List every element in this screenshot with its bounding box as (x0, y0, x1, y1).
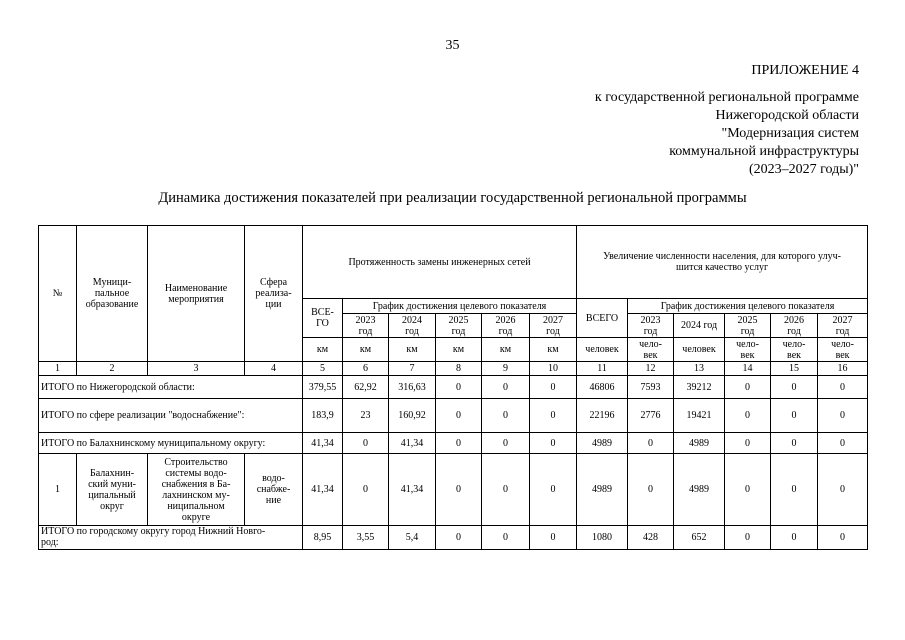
detail-sphere: водо- снабже- ние (245, 454, 303, 526)
value-cell: 0 (436, 433, 482, 454)
value-cell: 0 (482, 376, 530, 399)
detail-municipality: Балахнин- ский муни- ципальный округ (77, 454, 148, 526)
value-cell: 0 (725, 526, 771, 550)
table-row (39, 454, 868, 526)
column-number: 8 (436, 362, 482, 376)
value-cell: 0 (725, 376, 771, 399)
detail-activity: Строительство системы водо- снабжения в Ба- лахнинском му- ниципальном округе (148, 454, 245, 526)
value-cell: 41,34 (303, 454, 343, 526)
table-row (39, 362, 868, 376)
value-cell: 0 (771, 433, 818, 454)
value-cell: 0 (628, 454, 674, 526)
value-cell: 0 (530, 526, 577, 550)
header-activity: Наименование мероприятия (148, 226, 245, 362)
header-year-people: 2027 год (818, 314, 868, 338)
column-number: 1 (39, 362, 77, 376)
value-cell: 4989 (674, 454, 725, 526)
value-cell: 39212 (674, 376, 725, 399)
value-cell: 379,55 (303, 376, 343, 399)
value-cell: 0 (771, 399, 818, 433)
column-number: 10 (530, 362, 577, 376)
column-number: 16 (818, 362, 868, 376)
table-row (39, 433, 868, 454)
value-cell: 3,55 (343, 526, 389, 550)
header-sphere: Сфера реализа- ции (245, 226, 303, 362)
value-cell: 46806 (577, 376, 628, 399)
appendix-line: "Модернизация систем (721, 126, 859, 141)
appendix-line: Нижегородской области (715, 108, 859, 123)
header-total-people: ВСЕГО (577, 299, 628, 338)
header-unit-people: чело- век (818, 338, 868, 362)
header-unit-km: км (303, 338, 343, 362)
value-cell: 0 (482, 526, 530, 550)
value-cell: 0 (436, 399, 482, 433)
header-year-km: 2024 год (389, 314, 436, 338)
column-number: 9 (482, 362, 530, 376)
header-year-people: 2024 год (674, 314, 725, 338)
header-year-km: 2027 год (530, 314, 577, 338)
value-cell: 0 (818, 433, 868, 454)
value-cell: 0 (482, 399, 530, 433)
column-number: 12 (628, 362, 674, 376)
summary-label: ИТОГО по Балахнинскому муниципальному округу: (39, 433, 303, 454)
value-cell: 41,34 (389, 454, 436, 526)
summary-label: ИТОГО по Нижегородской области: (39, 376, 303, 399)
value-cell: 183,9 (303, 399, 343, 433)
value-cell: 41,34 (389, 433, 436, 454)
value-cell: 22196 (577, 399, 628, 433)
value-cell: 0 (530, 433, 577, 454)
value-cell: 0 (628, 433, 674, 454)
header-group-networks: Протяженность замены инженерных сетей (303, 226, 577, 299)
column-number: 15 (771, 362, 818, 376)
value-cell: 23 (343, 399, 389, 433)
value-cell: 0 (436, 454, 482, 526)
header-year-km: 2026 год (482, 314, 530, 338)
value-cell: 0 (725, 433, 771, 454)
header-unit-km: км (343, 338, 389, 362)
value-cell: 0 (343, 454, 389, 526)
document-title: Динамика достижения показателей при реализации государственной региональной программы (158, 190, 747, 206)
header-municipality: Муници- пальное образование (77, 226, 148, 362)
value-cell: 4989 (577, 454, 628, 526)
table-row (39, 226, 868, 299)
column-number: 4 (245, 362, 303, 376)
header-unit-km: км (389, 338, 436, 362)
value-cell: 0 (482, 433, 530, 454)
header-schedule-km: График достижения целевого показателя (343, 299, 577, 314)
header-year-people: 2026 год (771, 314, 818, 338)
header-unit-people: человек (577, 338, 628, 362)
value-cell: 0 (771, 454, 818, 526)
value-cell: 0 (436, 376, 482, 399)
appendix-header (595, 62, 859, 179)
value-cell: 0 (343, 433, 389, 454)
appendix-line: к государственной региональной программе (594, 90, 859, 105)
header-year-people: 2023 год (628, 314, 674, 338)
summary-label: ИТОГО по городскому округу город Нижний Новго- род: (39, 526, 303, 550)
summary-label: ИТОГО по сфере реализации "водоснабжение": (39, 399, 303, 433)
value-cell: 0 (530, 454, 577, 526)
value-cell: 0 (530, 376, 577, 399)
value-cell: 4989 (674, 433, 725, 454)
header-year-people: 2025 год (725, 314, 771, 338)
value-cell: 428 (628, 526, 674, 550)
header-unit-people: чело- век (771, 338, 818, 362)
detail-number: 1 (39, 454, 77, 526)
column-number: 6 (343, 362, 389, 376)
value-cell: 160,92 (389, 399, 436, 433)
indicators-table (38, 225, 868, 550)
header-year-km: 2023 год (343, 314, 389, 338)
header-unit-km: км (436, 338, 482, 362)
header-unit-km: км (482, 338, 530, 362)
value-cell: 0 (530, 399, 577, 433)
value-cell: 0 (818, 376, 868, 399)
value-cell: 1080 (577, 526, 628, 550)
value-cell: 7593 (628, 376, 674, 399)
value-cell: 0 (436, 526, 482, 550)
value-cell: 0 (482, 454, 530, 526)
value-cell: 0 (771, 526, 818, 550)
header-group-population: Увеличение численности населения, для которого улуч- шится качество услуг (577, 226, 868, 299)
value-cell: 0 (818, 399, 868, 433)
header-unit-people: человек (674, 338, 725, 362)
value-cell: 8,95 (303, 526, 343, 550)
appendix-line: (2023–2027 годы)" (748, 162, 859, 177)
header-unit-people: чело- век (725, 338, 771, 362)
column-number: 14 (725, 362, 771, 376)
value-cell: 62,92 (343, 376, 389, 399)
header-year-km: 2025 год (436, 314, 482, 338)
header-unit-people: чело- век (628, 338, 674, 362)
column-number: 2 (77, 362, 148, 376)
column-number: 3 (148, 362, 245, 376)
column-number: 5 (303, 362, 343, 376)
value-cell: 0 (725, 454, 771, 526)
column-number: 13 (674, 362, 725, 376)
value-cell: 0 (771, 376, 818, 399)
table-row (39, 376, 868, 399)
table-row (39, 399, 868, 433)
value-cell: 41,34 (303, 433, 343, 454)
header-total-km: ВСЕ- ГО (303, 299, 343, 338)
value-cell: 652 (674, 526, 725, 550)
appendix-title: ПРИЛОЖЕНИЕ 4 (751, 63, 859, 78)
column-number: 11 (577, 362, 628, 376)
value-cell: 0 (818, 526, 868, 550)
value-cell: 5,4 (389, 526, 436, 550)
value-cell: 4989 (577, 433, 628, 454)
value-cell: 0 (725, 399, 771, 433)
header-unit-km: км (530, 338, 577, 362)
value-cell: 0 (818, 454, 868, 526)
value-cell: 316,63 (389, 376, 436, 399)
appendix-line: коммунальной инфраструктуры (669, 144, 859, 159)
value-cell: 19421 (674, 399, 725, 433)
header-schedule-people: График достижения целевого показателя (628, 299, 868, 314)
header-number: № (39, 226, 77, 362)
value-cell: 2776 (628, 399, 674, 433)
page-number: 35 (445, 38, 460, 53)
table-row (39, 526, 868, 550)
column-number: 7 (389, 362, 436, 376)
